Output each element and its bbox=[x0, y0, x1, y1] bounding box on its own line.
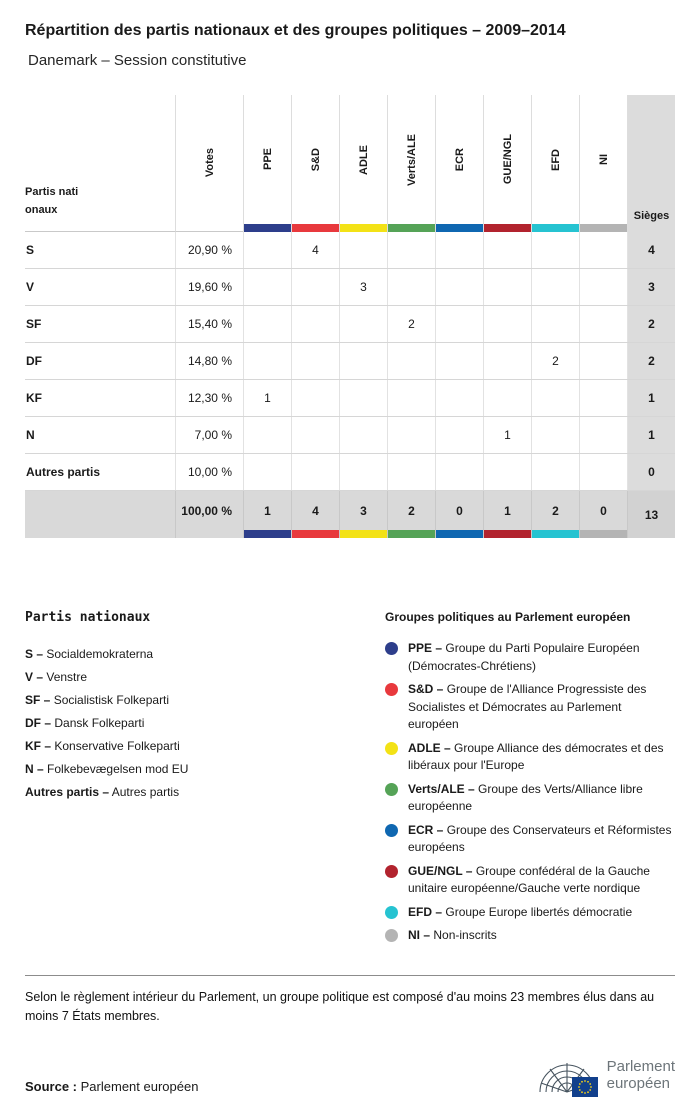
table-row bbox=[25, 417, 675, 454]
seat-cell bbox=[339, 306, 387, 342]
legend-item: N – Folkebevægelsen mod EU bbox=[25, 762, 189, 776]
logo-wordmark: Parlement européen bbox=[606, 1057, 675, 1092]
seat-cell bbox=[387, 269, 435, 305]
legend-item: KF – Konservative Folkeparti bbox=[25, 739, 180, 753]
seat-cell bbox=[435, 343, 483, 379]
header-group-ppe bbox=[243, 95, 291, 232]
total-seat-value: 1 bbox=[264, 503, 271, 518]
table-row bbox=[25, 380, 675, 417]
seat-cell bbox=[243, 306, 291, 342]
seat-cell bbox=[387, 417, 435, 453]
sieges-cell: 3 bbox=[627, 269, 675, 305]
total-seat-cell bbox=[531, 491, 579, 538]
header-group-verts-ale bbox=[387, 95, 435, 232]
seat-cell bbox=[579, 417, 627, 453]
legend-item: PPE – Groupe du Parti Populaire Européen (Démocrates-Chrétiens) bbox=[385, 640, 675, 675]
party-cell: S bbox=[26, 243, 35, 257]
votes-cell: 20,90 % bbox=[175, 232, 243, 268]
seat-cell: 1 bbox=[243, 380, 291, 416]
seat-cell bbox=[243, 232, 291, 268]
table-row bbox=[25, 232, 675, 269]
legend-item: V – Venstre bbox=[25, 670, 88, 684]
table-row bbox=[25, 269, 675, 306]
seat-cell bbox=[435, 380, 483, 416]
table-row bbox=[25, 454, 675, 491]
total-seat-value: 1 bbox=[504, 503, 511, 518]
footnote: Selon le règlement intérieur du Parlement, un groupe politique est composé d'au moins 23 membres élus dans au moins 7 États membres. bbox=[25, 989, 655, 1023]
header-group-sd bbox=[291, 95, 339, 232]
seat-cell bbox=[435, 232, 483, 268]
seat-cell bbox=[483, 306, 531, 342]
legend-political-groups bbox=[385, 610, 675, 951]
legend-left-title: Partis nationaux bbox=[25, 610, 151, 625]
seat-cell bbox=[435, 306, 483, 342]
verts-ale-color-bar bbox=[388, 224, 435, 232]
total-seat-cell bbox=[291, 491, 339, 538]
seat-cell bbox=[291, 306, 339, 342]
header-sieges bbox=[627, 95, 675, 232]
total-votes-cell: 100,00 % bbox=[175, 491, 243, 538]
seat-cell bbox=[339, 380, 387, 416]
legend-national-parties bbox=[25, 610, 385, 951]
efd-color-bar bbox=[532, 224, 579, 232]
source-label: Source : bbox=[25, 1078, 78, 1094]
seat-cell: 4 bbox=[291, 232, 339, 268]
seat-cell bbox=[483, 343, 531, 379]
party-cell: KF bbox=[26, 391, 42, 405]
adle-dot bbox=[385, 742, 398, 755]
sieges-cell: 4 bbox=[627, 232, 675, 268]
legend-item: SF – Socialistisk Folkeparti bbox=[25, 693, 170, 707]
sieges-cell: 0 bbox=[627, 454, 675, 490]
ni-dot bbox=[385, 929, 398, 942]
ecr-dot bbox=[385, 824, 398, 837]
seat-cell bbox=[291, 380, 339, 416]
legends-section bbox=[25, 610, 675, 951]
seat-cell bbox=[291, 343, 339, 379]
sieges-cell: 2 bbox=[627, 343, 675, 379]
seat-cell bbox=[531, 306, 579, 342]
seat-cell: 1 bbox=[483, 417, 531, 453]
seat-cell bbox=[531, 269, 579, 305]
gue-ngl-dot bbox=[385, 865, 398, 878]
ecr-color-bar bbox=[436, 224, 483, 232]
total-sieges-cell: 13 bbox=[627, 491, 675, 538]
page-subtitle: Danemark – Session constitutive bbox=[28, 52, 247, 69]
source-value: Parlement européen bbox=[80, 1078, 199, 1094]
seat-cell bbox=[579, 343, 627, 379]
legend-item: NI – Non-inscrits bbox=[385, 927, 675, 945]
divider bbox=[25, 975, 675, 976]
seat-cell bbox=[531, 454, 579, 490]
legend-item: GUE/NGL – Groupe confédéral de la Gauche unitaire européenne/Gauche verte nordique bbox=[385, 863, 675, 898]
table-row bbox=[25, 306, 675, 343]
total-seat-cell bbox=[339, 491, 387, 538]
header-group-ecr bbox=[435, 95, 483, 232]
total-seat-value: 2 bbox=[552, 503, 559, 518]
efd-dot bbox=[385, 906, 398, 919]
table-row bbox=[25, 343, 675, 380]
legend-item: Autres partis – Autres partis bbox=[25, 785, 180, 799]
verts-ale-label: Verts/ALE bbox=[405, 133, 418, 186]
gue-ngl-color-bar bbox=[484, 224, 531, 232]
seat-cell bbox=[339, 232, 387, 268]
legend-item: EFD – Groupe Europe libertés démocratie bbox=[385, 904, 675, 922]
table-total-row bbox=[25, 491, 675, 538]
efd-label: EFD bbox=[549, 148, 562, 171]
adle-color-bar bbox=[340, 530, 387, 538]
adle-label: ADLE bbox=[357, 144, 370, 175]
sd-color-bar bbox=[292, 224, 339, 232]
sieges-cell: 1 bbox=[627, 380, 675, 416]
ppe-color-bar bbox=[244, 530, 291, 538]
sieges-cell: 1 bbox=[627, 417, 675, 453]
header-partis-nationaux bbox=[25, 95, 175, 232]
seat-cell bbox=[243, 417, 291, 453]
gue-ngl-label: GUE/NGL bbox=[501, 134, 514, 185]
party-cell: N bbox=[26, 428, 35, 442]
seat-cell bbox=[387, 232, 435, 268]
legend-item: Verts/ALE – Groupe des Verts/Alliance libre européenne bbox=[385, 781, 675, 816]
total-seat-value: 2 bbox=[408, 503, 415, 518]
seat-cell bbox=[483, 380, 531, 416]
total-seat-value: 4 bbox=[312, 503, 319, 518]
seat-cell: 2 bbox=[531, 343, 579, 379]
seat-cell bbox=[243, 269, 291, 305]
legend-item: ADLE – Groupe Alliance des démocrates et des libéraux pour l'Europe bbox=[385, 740, 675, 775]
sieges-cell: 2 bbox=[627, 306, 675, 342]
seat-cell bbox=[579, 380, 627, 416]
total-seat-value: 3 bbox=[360, 503, 367, 518]
party-cell: V bbox=[26, 280, 35, 294]
sd-label: S&D bbox=[309, 147, 322, 172]
ppe-color-bar bbox=[244, 224, 291, 232]
header-group-gue-ngl bbox=[483, 95, 531, 232]
verts-ale-dot bbox=[385, 783, 398, 796]
table-header-row bbox=[25, 95, 675, 232]
total-seat-cell bbox=[579, 491, 627, 538]
seat-cell bbox=[243, 454, 291, 490]
total-seat-cell bbox=[483, 491, 531, 538]
gue-ngl-color-bar bbox=[484, 530, 531, 538]
party-cell: DF bbox=[26, 354, 42, 368]
source-line bbox=[25, 1079, 198, 1098]
header-group-adle bbox=[339, 95, 387, 232]
header-votes bbox=[175, 95, 243, 232]
seat-cell bbox=[387, 380, 435, 416]
seat-cell bbox=[243, 343, 291, 379]
ni-label: NI bbox=[597, 154, 610, 165]
partis-nationaux-label: Partis nationaux bbox=[25, 186, 79, 216]
page-title: Répartition des partis nationaux et des groupes politiques – 2009–2014 bbox=[25, 22, 566, 39]
total-empty-cell bbox=[25, 491, 175, 538]
seat-cell bbox=[435, 269, 483, 305]
total-seat-cell bbox=[243, 491, 291, 538]
seat-cell bbox=[339, 417, 387, 453]
seat-cell bbox=[579, 454, 627, 490]
header-group-ni bbox=[579, 95, 627, 232]
total-seat-cell bbox=[387, 491, 435, 538]
ppe-dot bbox=[385, 642, 398, 655]
legend-right-title: Groupes politiques au Parlement européen bbox=[385, 610, 631, 624]
total-seat-value: 0 bbox=[600, 503, 607, 518]
efd-color-bar bbox=[532, 530, 579, 538]
verts-ale-color-bar bbox=[388, 530, 435, 538]
total-seat-cell bbox=[435, 491, 483, 538]
seat-cell bbox=[291, 417, 339, 453]
seat-cell bbox=[579, 269, 627, 305]
seat-cell: 3 bbox=[339, 269, 387, 305]
results-table bbox=[25, 95, 675, 538]
seat-cell bbox=[339, 454, 387, 490]
seat-cell bbox=[531, 232, 579, 268]
ppe-label: PPE bbox=[261, 148, 274, 171]
total-seat-value: 0 bbox=[456, 503, 463, 518]
seat-cell bbox=[579, 306, 627, 342]
seat-cell bbox=[531, 417, 579, 453]
adle-color-bar bbox=[340, 224, 387, 232]
seat-cell bbox=[531, 380, 579, 416]
ni-color-bar bbox=[580, 530, 627, 538]
party-cell: SF bbox=[26, 317, 42, 331]
legend-item: S – Socialdemokraterna bbox=[25, 647, 154, 661]
votes-cell: 10,00 % bbox=[175, 454, 243, 490]
votes-cell: 15,40 % bbox=[175, 306, 243, 342]
votes-cell: 14,80 % bbox=[175, 343, 243, 379]
sd-color-bar bbox=[292, 530, 339, 538]
seat-cell bbox=[387, 454, 435, 490]
party-cell: Autres partis bbox=[26, 465, 101, 479]
seat-cell bbox=[387, 343, 435, 379]
seat-cell bbox=[291, 269, 339, 305]
seat-cell bbox=[435, 454, 483, 490]
votes-cell: 7,00 % bbox=[175, 417, 243, 453]
seat-cell bbox=[339, 343, 387, 379]
legend-item: DF – Dansk Folkeparti bbox=[25, 716, 145, 730]
votes-label: Votes bbox=[203, 148, 216, 178]
sd-dot bbox=[385, 683, 398, 696]
ecr-label: ECR bbox=[453, 147, 466, 172]
header-group-efd bbox=[531, 95, 579, 232]
sieges-label: Sièges bbox=[633, 210, 670, 222]
votes-cell: 19,60 % bbox=[175, 269, 243, 305]
seat-cell bbox=[483, 269, 531, 305]
seat-cell: 2 bbox=[387, 306, 435, 342]
ni-color-bar bbox=[580, 224, 627, 232]
votes-cell: 12,30 % bbox=[175, 380, 243, 416]
seat-cell bbox=[435, 417, 483, 453]
seat-cell bbox=[483, 232, 531, 268]
seat-cell bbox=[483, 454, 531, 490]
seat-cell bbox=[291, 454, 339, 490]
seat-cell bbox=[579, 232, 627, 268]
ecr-color-bar bbox=[436, 530, 483, 538]
legend-item: ECR – Groupe des Conservateurs et Réformistes européens bbox=[385, 822, 675, 857]
legend-item: S&D – Groupe de l'Alliance Progressiste des Socialistes et Démocrates au Parlement européen bbox=[385, 681, 675, 734]
